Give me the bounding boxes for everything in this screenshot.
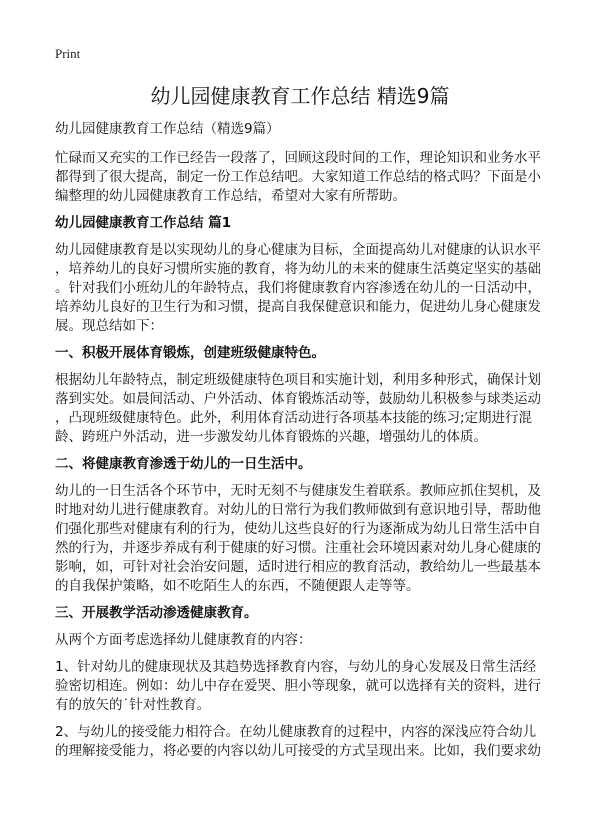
document-subtitle: 幼儿园健康教育工作总结（精选9篇） xyxy=(55,121,280,137)
text-line: 都得到了很大提高，制定一份工作总结吧。大家知道工作总结的格式吗？下面是小 xyxy=(55,169,541,185)
text-line: 1、针对幼儿的健康现状及其趋势选择教育内容，与幼儿的身心发展及日常生活经 xyxy=(55,659,537,675)
text-line: ，凸现班级健康特色。此外，利用体育活动进行各项基本技能的练习;定期进行混 xyxy=(55,410,533,426)
paragraph xyxy=(55,631,555,650)
text-line: 2、与幼儿的接受能力相符合。在幼儿健康教育的过程中，内容的深浅应符合幼儿 xyxy=(55,724,537,740)
text-line: 们强化那些对健康有利的行为，使幼儿这些良好的行为逐渐成为幼儿日常生活中自 xyxy=(55,521,541,537)
list-item xyxy=(55,658,555,715)
heading: 一、积极开展体育锻炼，创建班级健康特色。 xyxy=(55,345,325,361)
text-line: 然的行为，并逐步养成有利于健康的好习惯。注重社会环境因素对幼儿身心健康的 xyxy=(55,540,541,556)
text-line: 龄、跨班户外活动，进一步激发幼儿体育锻炼的兴趣，增强幼儿的体质。 xyxy=(55,429,487,445)
heading: 三、开展教学活动渗透健康教育。 xyxy=(55,605,258,621)
text-line: 落到实处。如晨间活动、户外活动、体育锻炼活动等，鼓励幼儿积极参与球类运动 xyxy=(55,391,541,407)
text-line: 编整理的幼儿园健康教育工作总结，希望对大家有所帮助。 xyxy=(55,188,406,204)
print-link[interactable]: Print xyxy=(55,46,81,61)
text-line: 。针对我们小班幼儿的年龄特点，我们将健康教育内容渗透在幼儿的一日活动中， xyxy=(55,280,541,296)
text-line: 有的放矢的˙针对性教育。 xyxy=(55,697,211,713)
text-line: 培养幼儿良好的卫生行为和习惯，提高自我保健意识和能力，促进幼儿身心健康发 xyxy=(55,299,541,315)
text-line: 展。现总结如下： xyxy=(55,318,163,334)
paragraph xyxy=(55,241,555,336)
text-line: 影响，如，可针对社会治安问题，适时进行相应的教育活动，教给幼儿一些最基本 xyxy=(55,559,541,575)
text-line: 的自我保护策略，如不吃陌生人的东西，不随便跟人走等等。 xyxy=(55,578,420,594)
paragraph xyxy=(55,149,555,206)
text-line: 的理解接受能力，将必要的内容以幼儿可接受的方式呈现出来。比如，我们要求幼 xyxy=(55,743,541,759)
text-line: 从两个方面考虑选择幼儿健康教育的内容： xyxy=(55,632,312,648)
text-line: 忙碌而又充实的工作已经告一段落了，回顾这段时间的工作，理论知识和业务水平 xyxy=(55,150,541,166)
text-line: 根据幼儿年龄特点，制定班级健康特色项目和实施计划，利用多种形式，确保计划 xyxy=(55,372,541,388)
heading: 二、将健康教育渗透于幼儿的一日生活中。 xyxy=(55,456,312,472)
paragraph xyxy=(55,482,555,596)
text-line: 验密切相连。例如：幼儿中存在爱哭、胆小等现象，就可以选择有关的资料，进行 xyxy=(55,678,541,694)
text-line: 时地对幼儿进行健康教育。对幼儿的日常行为我们教师做到有意识地引导，帮助他 xyxy=(55,502,541,518)
page-title: 幼儿园健康教育工作总结 精选9篇 xyxy=(150,84,450,108)
paragraph xyxy=(55,371,555,447)
text-line: ，培养幼儿的良好习惯所实施的教育，将为幼儿的未来的健康生活奠定坚实的基础 xyxy=(55,261,541,277)
list-item xyxy=(55,723,555,761)
text-line: 幼儿的一日生活各个环节中，无时无刻不与健康发生着联系。教师应抓住契机，及 xyxy=(55,483,541,499)
text-line: 幼儿园健康教育是以实现幼儿的身心健康为目标，全面提高幼儿对健康的认识水平 xyxy=(55,242,541,258)
document-body xyxy=(55,120,555,769)
section-title: 幼儿园健康教育工作总结 篇1 xyxy=(55,215,232,231)
